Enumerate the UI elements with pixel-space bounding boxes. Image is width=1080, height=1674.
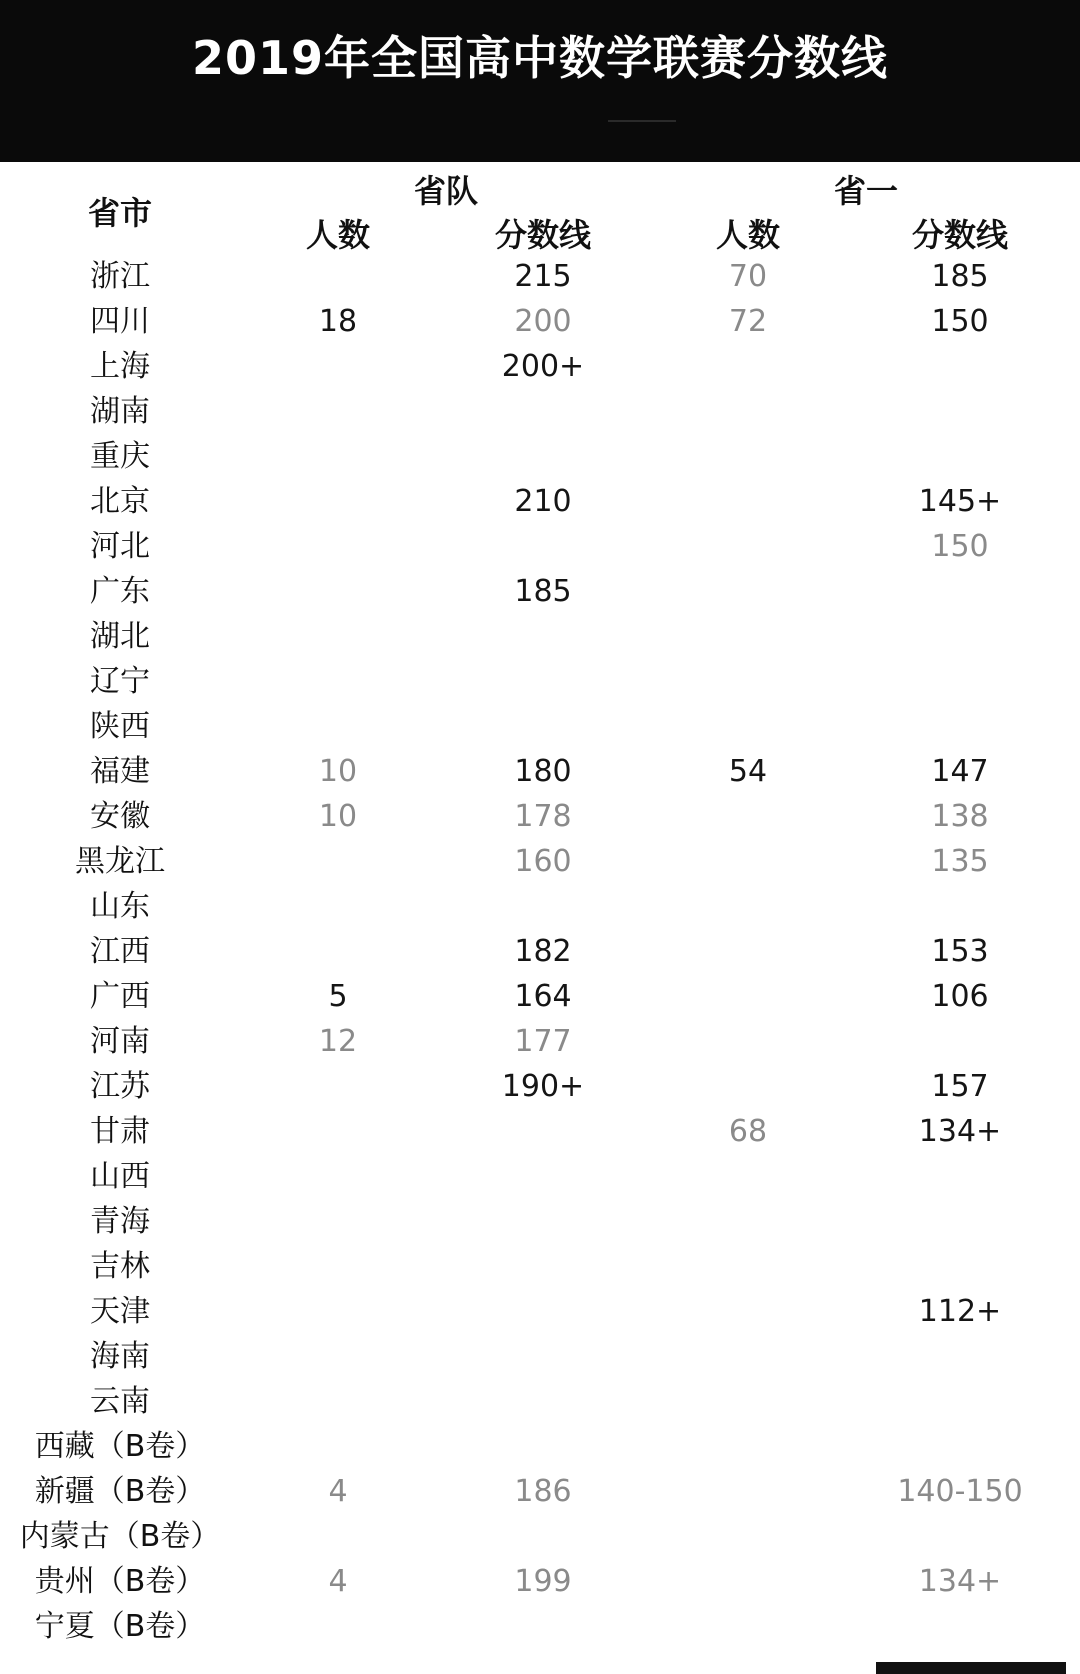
- table-row: [0, 254, 1080, 299]
- team-score-cell: 185: [514, 574, 572, 609]
- team-count-cell: 10: [318, 754, 358, 789]
- table-row: [0, 929, 1080, 974]
- first-score-cell: 112+: [918, 1294, 1002, 1329]
- team-score-cell: [450, 614, 636, 659]
- team-count-cell: [250, 1334, 426, 1379]
- first-score-cell: [860, 614, 1060, 659]
- team-count-cell: [250, 1289, 426, 1334]
- province-cell: 陕西: [90, 709, 150, 744]
- table-row: [0, 479, 1080, 524]
- first-score-cell: [860, 1199, 1060, 1244]
- team-score-cell: [450, 1289, 636, 1334]
- first-score-cell: [860, 1379, 1060, 1424]
- first-count-cell: [660, 659, 836, 704]
- first-count-cell: [660, 569, 836, 614]
- table-row: [0, 434, 1080, 479]
- table-row: [0, 794, 1080, 839]
- first-count-cell: 68: [728, 1114, 768, 1149]
- team-count-cell: [250, 524, 426, 569]
- table-row: [0, 1424, 1080, 1469]
- table-row: [0, 1514, 1080, 1559]
- province-cell: 江西: [90, 934, 150, 969]
- first-count-cell: [660, 1604, 836, 1649]
- first-count-cell: [660, 929, 836, 974]
- first-score-cell: 145+: [918, 484, 1002, 519]
- team-count-cell: [250, 839, 426, 884]
- team-score-cell: 160: [514, 844, 572, 879]
- first-score-cell: [860, 704, 1060, 749]
- team-score-cell: 178: [514, 799, 572, 834]
- team-count-cell: [250, 1379, 426, 1424]
- team-score-cell: 177: [514, 1024, 572, 1059]
- first-count-cell: 70: [728, 259, 768, 294]
- first-score-cell: [860, 659, 1060, 704]
- province-cell: 福建: [90, 754, 150, 789]
- province-cell: 甘肃: [90, 1114, 150, 1149]
- first-score-cell: 106: [931, 979, 989, 1014]
- first-count-cell: [660, 704, 836, 749]
- team-count-cell: 4: [328, 1564, 348, 1599]
- province-cell: 广东: [90, 574, 150, 609]
- team-score-cell: [450, 1199, 636, 1244]
- table-row: [0, 389, 1080, 434]
- team-score-cell: [450, 1424, 636, 1469]
- table-row: [0, 1559, 1080, 1604]
- province-cell: 云南: [90, 1384, 150, 1419]
- first-score-cell: [860, 1334, 1060, 1379]
- title-divider: [608, 120, 676, 122]
- first-count-cell: 54: [728, 754, 768, 789]
- header-provincial-first: 省一: [833, 172, 898, 210]
- first-score-cell: [860, 1604, 1060, 1649]
- province-cell: 新疆（B卷）: [34, 1474, 206, 1509]
- team-score-cell: [450, 1109, 636, 1154]
- first-count-cell: [660, 1469, 836, 1514]
- province-cell: 四川: [90, 304, 150, 339]
- team-score-cell: 215: [514, 259, 572, 294]
- first-score-cell: [860, 884, 1060, 929]
- table-row: [0, 839, 1080, 884]
- team-count-cell: [250, 1109, 426, 1154]
- first-count-cell: 72: [728, 304, 768, 339]
- table-row: [0, 524, 1080, 569]
- team-count-cell: [250, 704, 426, 749]
- first-score-cell: 157: [931, 1069, 989, 1104]
- header-first-score: 分数线: [911, 216, 1008, 254]
- first-score-cell: 150: [931, 304, 989, 339]
- team-score-cell: [450, 704, 636, 749]
- header-team-count: 人数: [305, 216, 370, 254]
- header-provincial-team: 省队: [413, 172, 478, 210]
- province-cell: 上海: [90, 349, 150, 384]
- team-count-cell: [250, 614, 426, 659]
- first-score-cell: 150: [931, 529, 989, 564]
- first-score-cell: 185: [931, 259, 989, 294]
- first-count-cell: [660, 344, 836, 389]
- team-score-cell: [450, 1514, 636, 1559]
- first-count-cell: [660, 524, 836, 569]
- header-first-count: 人数: [715, 216, 780, 254]
- table-row: [0, 884, 1080, 929]
- team-score-cell: [450, 659, 636, 704]
- table-row: [0, 1199, 1080, 1244]
- team-score-cell: [450, 884, 636, 929]
- province-cell: 浙江: [90, 259, 150, 294]
- team-score-cell: [450, 1334, 636, 1379]
- team-count-cell: [250, 1514, 426, 1559]
- first-count-cell: [660, 839, 836, 884]
- province-cell: 湖北: [90, 619, 150, 654]
- footer-watermark-bar: [876, 1662, 1066, 1674]
- team-count-cell: [250, 1064, 426, 1109]
- table-row: [0, 1064, 1080, 1109]
- first-score-cell: [860, 1424, 1060, 1469]
- team-count-cell: [250, 344, 426, 389]
- first-count-cell: [660, 1199, 836, 1244]
- table-row: [0, 344, 1080, 389]
- first-count-cell: [660, 1379, 836, 1424]
- team-count-cell: [250, 389, 426, 434]
- province-cell: 西藏（B卷）: [34, 1429, 206, 1464]
- first-score-cell: [860, 344, 1060, 389]
- first-score-cell: 138: [931, 799, 989, 834]
- province-cell: 天津: [90, 1294, 150, 1329]
- first-count-cell: [660, 1424, 836, 1469]
- first-score-cell: 134+: [918, 1564, 1002, 1599]
- first-count-cell: [660, 1154, 836, 1199]
- province-cell: 青海: [90, 1204, 150, 1239]
- province-cell: 河南: [90, 1024, 150, 1059]
- team-score-cell: [450, 1379, 636, 1424]
- table-row: [0, 1019, 1080, 1064]
- province-cell: 江苏: [90, 1069, 150, 1104]
- province-cell: 贵州（B卷）: [34, 1564, 206, 1599]
- first-score-cell: [860, 1019, 1060, 1064]
- team-count-cell: [250, 479, 426, 524]
- province-cell: 安徽: [90, 799, 150, 834]
- team-score-cell: 182: [514, 934, 572, 969]
- team-count-cell: [250, 884, 426, 929]
- team-score-cell: 180: [514, 754, 572, 789]
- first-count-cell: [660, 479, 836, 524]
- table-row: [0, 1334, 1080, 1379]
- score-table: [0, 254, 1080, 1649]
- first-score-cell: 140-150: [897, 1474, 1023, 1509]
- table-row: [0, 1289, 1080, 1334]
- table-row: [0, 974, 1080, 1019]
- table-row: [0, 299, 1080, 344]
- first-count-cell: [660, 1244, 836, 1289]
- first-count-cell: [660, 1514, 836, 1559]
- team-score-cell: [450, 524, 636, 569]
- province-cell: 吉林: [90, 1249, 150, 1284]
- team-score-cell: [450, 1604, 636, 1649]
- province-cell: 山东: [90, 889, 150, 924]
- team-score-cell: [450, 1154, 636, 1199]
- first-score-cell: [860, 434, 1060, 479]
- table-row: [0, 569, 1080, 614]
- first-score-cell: [860, 1514, 1060, 1559]
- team-score-cell: 186: [514, 1474, 572, 1509]
- first-count-cell: [660, 794, 836, 839]
- province-cell: 辽宁: [90, 664, 150, 699]
- team-score-cell: 199: [514, 1564, 572, 1599]
- team-count-cell: [250, 1424, 426, 1469]
- header-province: 省市: [87, 194, 152, 232]
- table-row: [0, 1469, 1080, 1514]
- table-row: [0, 1379, 1080, 1424]
- province-cell: 湖南: [90, 394, 150, 429]
- table-row: [0, 614, 1080, 659]
- first-score-cell: [860, 389, 1060, 434]
- province-cell: 黑龙江: [75, 844, 165, 879]
- team-count-cell: [250, 254, 426, 299]
- table-row: [0, 1154, 1080, 1199]
- team-count-cell: [250, 434, 426, 479]
- province-cell: 河北: [90, 529, 150, 564]
- table-row: [0, 1604, 1080, 1649]
- team-score-cell: 200: [514, 304, 572, 339]
- team-count-cell: [250, 1244, 426, 1289]
- team-count-cell: 18: [318, 304, 358, 339]
- team-score-cell: [450, 1244, 636, 1289]
- table-row: [0, 1244, 1080, 1289]
- team-count-cell: 10: [318, 799, 358, 834]
- province-cell: 海南: [90, 1339, 150, 1374]
- province-cell: 北京: [90, 484, 150, 519]
- team-score-cell: [450, 434, 636, 479]
- table-row: [0, 659, 1080, 704]
- first-score-cell: 134+: [918, 1114, 1002, 1149]
- first-count-cell: [660, 614, 836, 659]
- first-score-cell: 147: [931, 754, 989, 789]
- team-score-cell: 200+: [501, 349, 585, 384]
- team-count-cell: 4: [328, 1474, 348, 1509]
- first-count-cell: [660, 884, 836, 929]
- table-row: [0, 704, 1080, 749]
- first-score-cell: 153: [931, 934, 989, 969]
- team-score-cell: 164: [514, 979, 572, 1014]
- first-count-cell: [660, 389, 836, 434]
- first-count-cell: [660, 1289, 836, 1334]
- first-count-cell: [660, 1064, 836, 1109]
- province-cell: 内蒙古（B卷）: [19, 1519, 221, 1554]
- team-count-cell: [250, 929, 426, 974]
- title-bar: [0, 0, 1080, 162]
- team-count-cell: 5: [328, 979, 348, 1014]
- team-count-cell: [250, 569, 426, 614]
- team-count-cell: [250, 659, 426, 704]
- team-score-cell: [450, 389, 636, 434]
- first-count-cell: [660, 434, 836, 479]
- first-count-cell: [660, 1019, 836, 1064]
- first-score-cell: 135: [931, 844, 989, 879]
- team-count-cell: [250, 1604, 426, 1649]
- first-score-cell: [860, 1244, 1060, 1289]
- table-row: [0, 1109, 1080, 1154]
- province-cell: 宁夏（B卷）: [34, 1609, 206, 1644]
- first-score-cell: [860, 569, 1060, 614]
- team-score-cell: 190+: [501, 1069, 585, 1104]
- province-cell: 山西: [90, 1159, 150, 1194]
- first-count-cell: [660, 974, 836, 1019]
- first-count-cell: [660, 1559, 836, 1604]
- first-score-cell: [860, 1154, 1060, 1199]
- team-score-cell: 210: [514, 484, 572, 519]
- province-cell: 广西: [90, 979, 150, 1014]
- team-count-cell: [250, 1199, 426, 1244]
- team-count-cell: [250, 1154, 426, 1199]
- province-cell: 重庆: [90, 439, 150, 474]
- header-team-score: 分数线: [494, 216, 591, 254]
- first-count-cell: [660, 1334, 836, 1379]
- page-title: 2019年全国高中数学联赛分数线: [191, 31, 889, 85]
- table-row: [0, 749, 1080, 794]
- team-count-cell: 12: [318, 1024, 358, 1059]
